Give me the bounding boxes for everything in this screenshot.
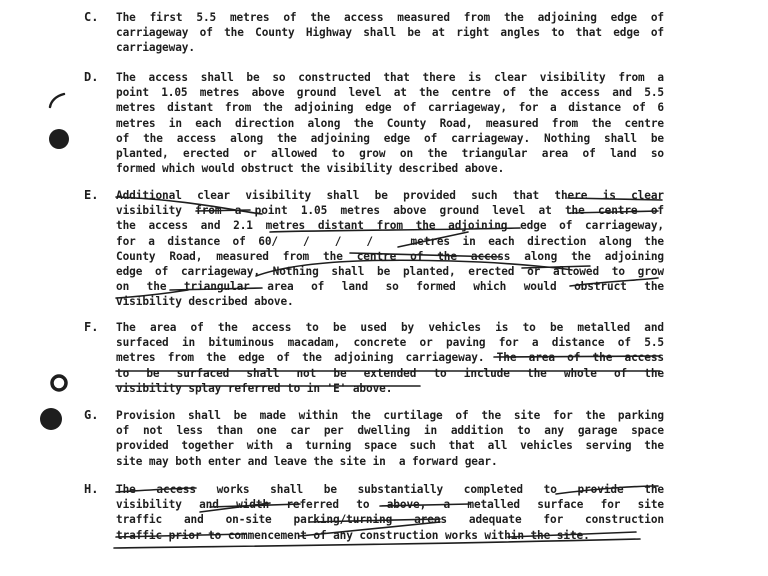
text-line: Provision shall be made within the curtilage of the site for the parking	[116, 409, 664, 422]
clause-letter: E.	[84, 188, 99, 202]
clause-text	[116, 70, 664, 176]
margin-tick-icon	[44, 88, 70, 114]
text-line: traffic prior to commencement of any construction works within the site.	[116, 528, 590, 542]
clause-text	[116, 188, 664, 310]
text-line: planted, erected or allowed to grow on the triangular area of land so	[116, 147, 664, 161]
text-line: The first 5.5 metres of the access measured from the adjoining edge of	[116, 11, 664, 24]
text-line: provided together with a turning space such that all vehicles serving the	[116, 439, 664, 453]
clause-letter: D.	[84, 70, 99, 84]
text-line: of the access along the adjoining edge of carriageway. Nothing shall be	[116, 131, 664, 145]
text-line: Additional clear visibility shall be provided such that there is clear	[116, 189, 664, 202]
text-line: carriageway.	[116, 41, 195, 55]
clause-letter: G.	[84, 408, 99, 422]
text-line: site may both enter and leave the site in a forward gear.	[116, 454, 498, 468]
text-line: to be surfaced shall not be extended to include the whole of the	[116, 366, 664, 380]
punch-hole-icon	[36, 404, 66, 434]
clause-text	[116, 408, 664, 469]
text-line: traffic and on-site parking/turning areas adequate for construction	[116, 513, 664, 527]
text-line: visibility described above.	[116, 295, 294, 309]
text-line: metres distant from the adjoining edge of carriageway, for a distance of 6	[116, 101, 664, 115]
text-line: visibility splay referred to in 'E' above.	[116, 381, 393, 395]
text-line: on the triangular area of land so formed which would obstruct the	[116, 280, 664, 294]
text-line: edge of carriageway. Nothing shall be planted, erected or allowed to grow	[116, 265, 664, 279]
text-line: the access and 2.1 metres distant from the adjoining edge of carriageway,	[116, 219, 664, 233]
text-line: carriageway of the County Highway shall be at right angles to that edge of	[116, 26, 664, 40]
text-line: metres in each direction along the County Road, measured from the centre	[116, 116, 664, 130]
text-line: The area of the access to be used by vehicles is to be metalled and	[116, 321, 664, 334]
punch-hole-icon	[46, 126, 72, 152]
text-line: visibility and width referred to above, a metalled surface for site	[116, 498, 664, 512]
text-line: of not less than one car per dwelling in addition to any garage space	[116, 424, 664, 438]
text-line: for a distance of 60/ / / / metres in each direction along the	[116, 234, 664, 248]
text-line: point 1.05 metres above ground level at the centre of the access and 5.5	[116, 86, 664, 100]
clause-text	[116, 482, 664, 543]
text-line: The access works shall be substantially completed to provide the	[116, 483, 664, 496]
clause-text	[116, 10, 664, 56]
clause-letter: H.	[84, 482, 99, 496]
clause-text	[116, 320, 664, 396]
clause-letter: C.	[84, 10, 99, 24]
text-line: formed which would obstruct the visibility described above.	[116, 162, 505, 176]
text-line: surfaced in bituminous macadam, concrete or paving for a distance of 5.5	[116, 336, 664, 350]
clause-letter: F.	[84, 320, 99, 334]
text-line: visibility from a point 1.05 metres above ground level at the centre of	[116, 204, 664, 218]
text-line: metres from the edge of the adjoining carriageway. The area of the access	[116, 351, 664, 365]
text-line: The access shall be so constructed that there is clear visibility from a	[116, 71, 664, 84]
ring-hole-icon	[46, 370, 72, 396]
text-line: County Road, measured from the centre of the access along the adjoining	[116, 249, 664, 263]
